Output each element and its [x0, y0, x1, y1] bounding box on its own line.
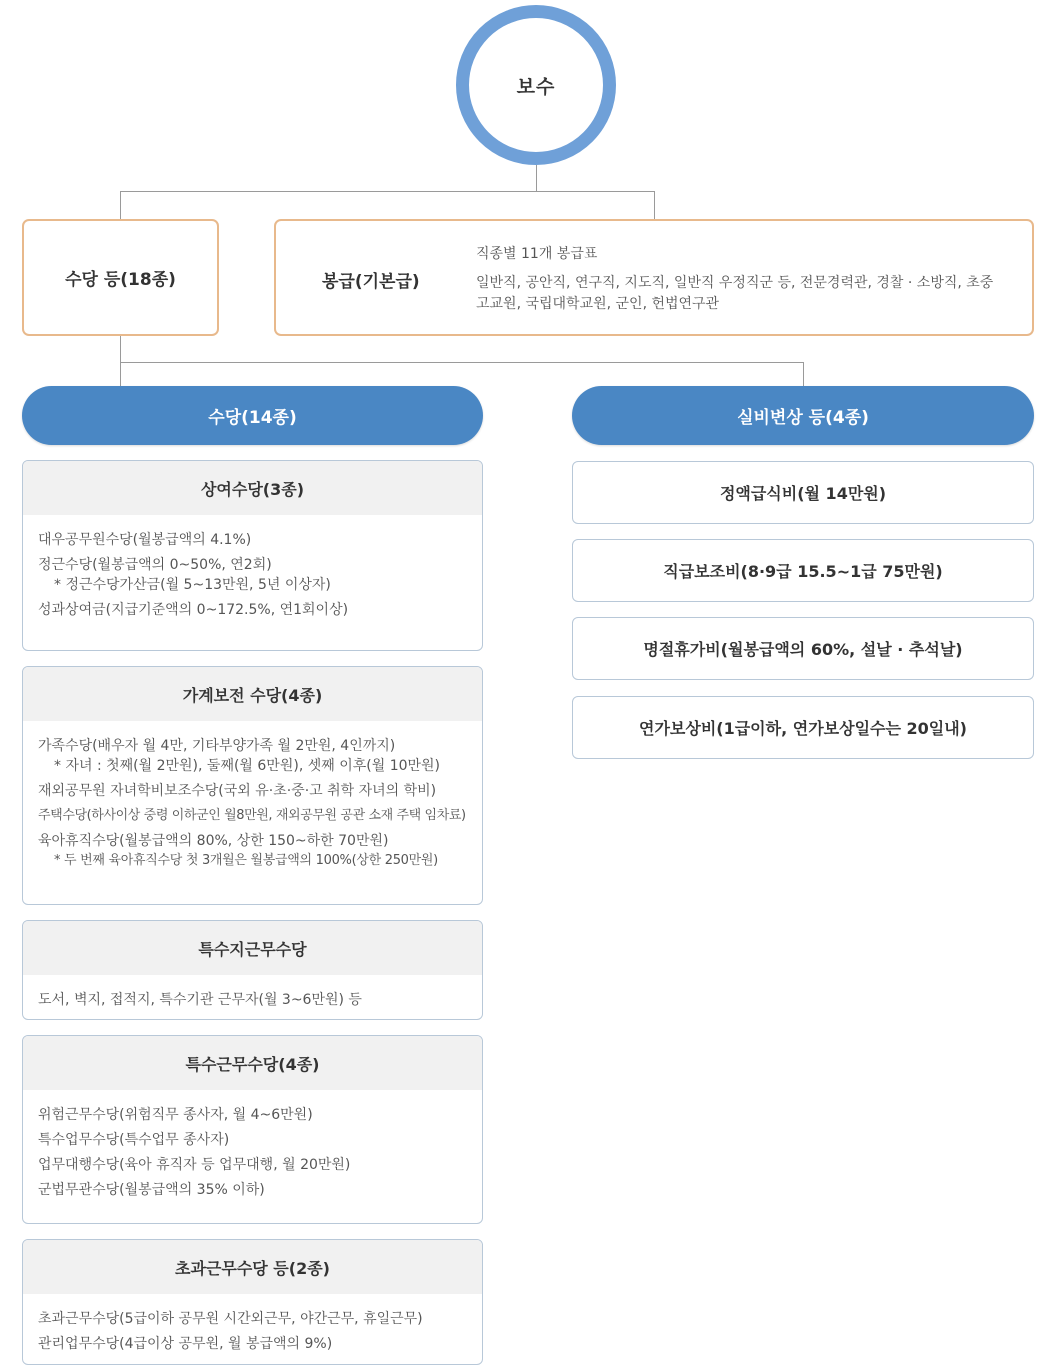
node-base-salary — [274, 219, 1034, 336]
list-item: 업무대행수당(육아 휴직자 등 업무대행, 월 20만원) — [38, 1157, 351, 1173]
connector-level1-bar — [120, 191, 655, 192]
card-special-area-allowance — [22, 920, 483, 1020]
card-special-duty-allowances — [22, 1035, 483, 1224]
card-annual-leave-compensation — [572, 696, 1034, 759]
node-allowances-18 — [22, 219, 219, 336]
root-node-compensation — [456, 5, 616, 165]
list-item: 육아휴직수당(월봉급액의 80%, 상한 150~하한 70만원) — [38, 833, 389, 849]
list-item-note: * 자녀 : 첫째(월 2만원), 둘째(월 6만원), 셋째 이후(월 10만원) — [54, 758, 441, 774]
list-item: 도서, 벽지, 접적지, 특수기관 근무자(월 3~6만원) 등 — [38, 992, 362, 1008]
card-household-allowances — [22, 666, 483, 905]
salary-label: 봉급(기본급) — [322, 272, 420, 292]
card-title: 상여수당(3종) — [23, 461, 482, 515]
list-item: 군법무관수당(월봉급액의 35% 이하) — [38, 1182, 265, 1198]
connector-root-down — [536, 165, 537, 191]
card-text: 직급보조비(8·9급 15.5~1급 75만원) — [663, 562, 943, 581]
salary-description: 일반직, 공안직, 연구직, 지도직, 일반직 우정직군 등, 전문경력관, 경찰 · 소방직, 초중고교원, 국립대학교원, 군인, 헌법연구관 — [476, 275, 994, 312]
card-meal-allowance — [572, 461, 1034, 524]
list-item: 특수업무수당(특수업무 종사자) — [38, 1132, 230, 1148]
card-overtime-allowances — [22, 1239, 483, 1365]
list-item: 관리업무수당(4급이상 공무원, 월 봉급액의 9%) — [38, 1336, 333, 1352]
list-item: 대우공무원수당(월봉급액의 4.1%) — [38, 532, 252, 548]
allowances-14-label: 수당(14종) — [208, 408, 297, 428]
connector-to-allowances — [120, 191, 121, 219]
list-item: 위험근무수당(위험직무 종사자, 월 4~6만원) — [38, 1107, 313, 1123]
connector-allowances-down — [120, 336, 121, 386]
expense-label: 실비변상 등(4종) — [737, 408, 869, 428]
list-item: 가족수당(배우자 월 4만, 기타부양가족 월 2만원, 4인까지) — [38, 738, 396, 754]
card-position-subsidy — [572, 539, 1034, 602]
card-text: 정액급식비(월 14만원) — [719, 484, 887, 503]
salary-heading: 직종별 11개 봉급표 — [476, 246, 598, 262]
list-item: 정근수당(월봉급액의 0~50%, 연2회) — [38, 557, 272, 573]
card-bonus-allowances — [22, 460, 483, 651]
card-text: 연가보상비(1급이하, 연가보상일수는 20일내) — [639, 719, 967, 738]
card-holiday-bonus — [572, 617, 1034, 680]
connector-to-salary — [654, 191, 655, 219]
node-allowances-14 — [22, 386, 483, 445]
allowances-label: 수당 등(18종) — [65, 270, 176, 290]
card-title: 가계보전 수당(4종) — [23, 667, 482, 721]
list-item: 성과상여금(지급기준액의 0~172.5%, 연1회이상) — [38, 602, 349, 618]
list-item: 주택수당(하사이상 중령 이하군인 월8만원, 재외공무원 공관 소재 주택 임차료) — [38, 808, 466, 823]
list-item: 재외공무원 자녀학비보조수당(국외 유·초·중·고 취학 자녀의 학비) — [38, 783, 437, 799]
connector-to-expense — [803, 362, 804, 386]
node-expense-compensation — [572, 386, 1034, 445]
card-text: 명절휴가비(월봉급액의 60%, 설날 · 추석날) — [643, 640, 963, 659]
list-item: 초과근무수당(5급이하 공무원 시간외근무, 야간근무, 휴일근무) — [38, 1311, 423, 1327]
list-item-note: * 두 번째 육아휴직수당 첫 3개월은 월봉급액의 100%(상한 250만원) — [54, 853, 438, 868]
card-title: 초과근무수당 등(2종) — [23, 1240, 482, 1294]
card-title: 특수근무수당(4종) — [23, 1036, 482, 1090]
root-label: 보수 — [516, 75, 556, 98]
connector-level2-bar — [120, 362, 804, 363]
card-title: 특수지근무수당 — [23, 921, 482, 975]
list-item-note: * 정근수당가산금(월 5~13만원, 5년 이상자) — [54, 577, 331, 593]
